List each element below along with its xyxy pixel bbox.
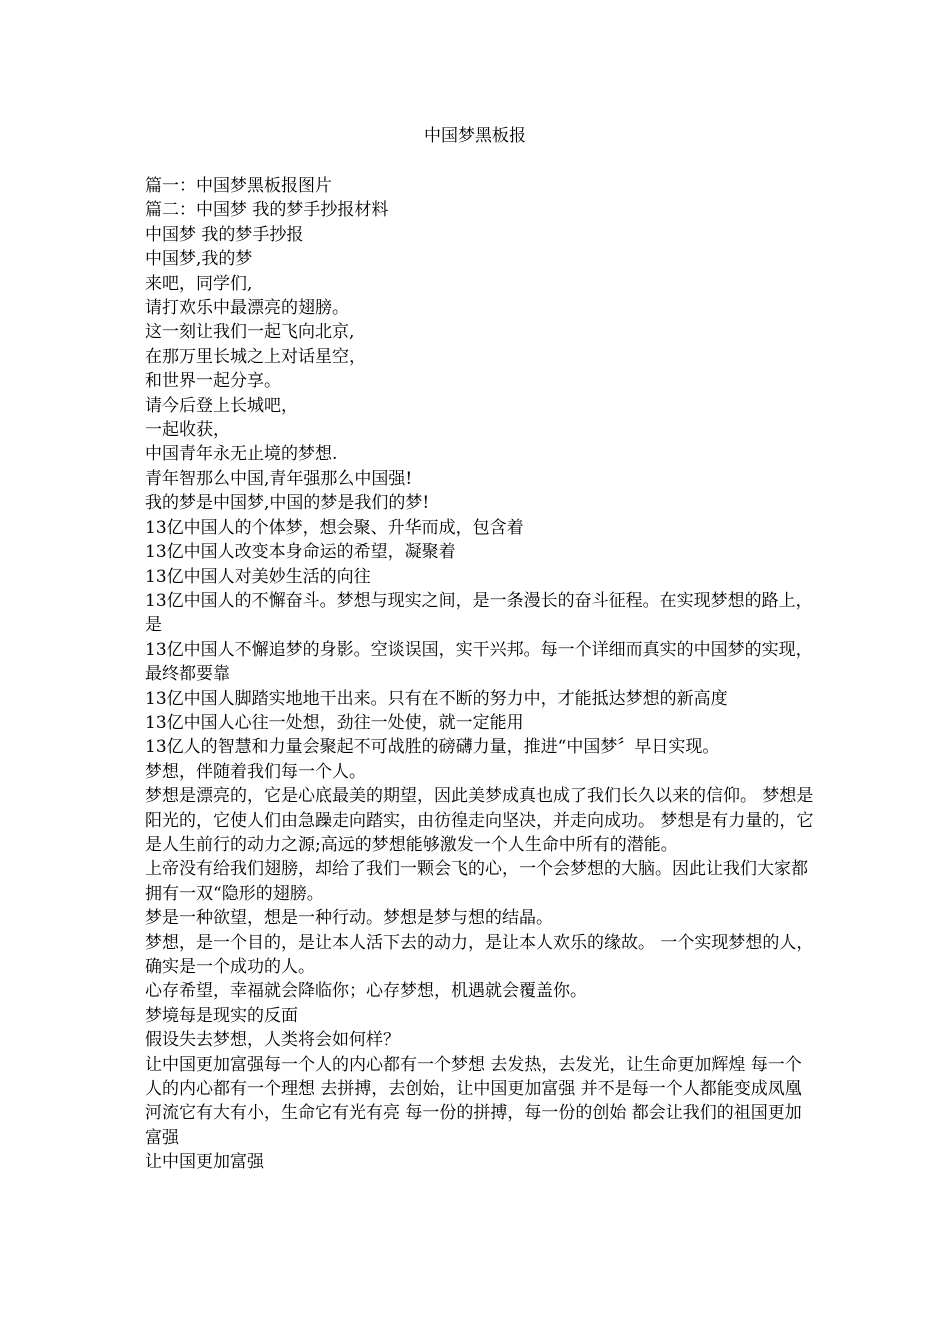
paragraph: 梦想，伴随着我们每一个人。 (145, 761, 366, 782)
paragraph: 请打欢乐中最漂亮的翅膀。 (145, 298, 349, 319)
paragraph: 13亿中国人的不懈奋斗。梦想与现实之间，是一条漫长的奋斗征程。在实现梦想的路上，是 (145, 590, 813, 636)
paragraph: 篇一：中国梦黑板报图片 (145, 176, 332, 196)
paragraph: 上帝没有给我们翅膀，却给了我们一颗会飞的心，一个会梦想的大脑。因此让我们大家都拥有一双“隐形的翅膀。 (145, 859, 808, 904)
paragraph: 梦想，是一个目的，是让本人活下去的动力，是让本人欢乐的缘故。 一个实现梦想的人，确实是一个成功的人。 (145, 932, 814, 977)
paragraph: 中国梦,我的梦 (145, 249, 253, 270)
paragraph: 梦是一种欲望，想是一种行动。梦想是梦与想的结晶。 (145, 908, 553, 929)
paragraph: 和世界一起分享。 (145, 371, 281, 392)
document-title: 中国梦黑板报 (424, 126, 526, 146)
paragraph: 13亿中国人的个体梦，想会聚、升华而成，包含着 (145, 517, 524, 538)
paragraph: 青年智那么中国,青年强那么中国强! (145, 468, 413, 489)
paragraph: 假设失去梦想，人类将会如何样？ (145, 1030, 400, 1051)
paragraph: 13亿中国人改变本身命运的希望，凝聚着 (145, 542, 456, 563)
paragraph: 13亿中国人对美妙生活的向往 (145, 566, 371, 587)
paragraph: 在那万里长城之上对话星空， (145, 346, 366, 367)
paragraph: 一起收获， (145, 420, 230, 441)
paragraph: 13亿中国人脚踏实地地干出来。只有在不断的努力中，才能抵达梦想的新高度 (145, 688, 728, 709)
paragraph: 中国青年永无止境的梦想. (145, 444, 338, 465)
paragraph: 这一刻让我们一起飞向北京, (145, 322, 355, 343)
paragraph: 梦想是漂亮的，它是心底最美的期望，因此美梦成真也成了我们长久以来的信仰。 梦想是阳光的，它使人们由急躁走向踏实，由彷徨走向坚决，并走向成功。 梦想是有力量的，它是人生前行的动力之源;高远的梦想能够激发一个人生命中所有的潜能。 (145, 786, 814, 855)
paragraph: 13亿中国人不懈追梦的身影。空谈误国，实干兴邦。每一个详细而真实的中国梦的实现，最终都要靠 (145, 639, 813, 685)
document-body (145, 174, 815, 1175)
paragraph: 13亿中国人心往一处想，劲往一处使，就一定能用 (145, 712, 524, 733)
paragraph: 来吧，同学们, (145, 273, 253, 294)
paragraph: 中国梦 我的梦手抄报 (145, 224, 304, 245)
paragraph: 篇二：中国梦 我的梦手抄报材料 (145, 200, 389, 221)
paragraph: 13亿人的智慧和力量会聚起不可战胜的磅礴力量，推进“中国梦〞早日实现。 (145, 737, 720, 758)
paragraph: 我的梦是中国梦,中国的梦是我们的梦! (145, 493, 430, 514)
paragraph: 让中国更加富强 (145, 1152, 264, 1173)
paragraph: 请今后登上长城吧， (145, 395, 298, 416)
paragraph: 让中国更加富强每一个人的内心都有一个梦想 去发热，去发光，让生命更加辉煌 每一个人的内心都有一个理想 去拼搏，去创始，让中国更加富强 并不是每一个人都能变成凤凰 河流它有大有小，生命它有光有亮 每一份的拼搏，每一份的创始 都会让我们的祖国更加富强 (145, 1054, 802, 1148)
paragraph: 梦境每是现实的反面 (145, 1005, 298, 1026)
paragraph: 心存希望，幸福就会降临你；心存梦想，机遇就会覆盖你。 (145, 981, 587, 1002)
